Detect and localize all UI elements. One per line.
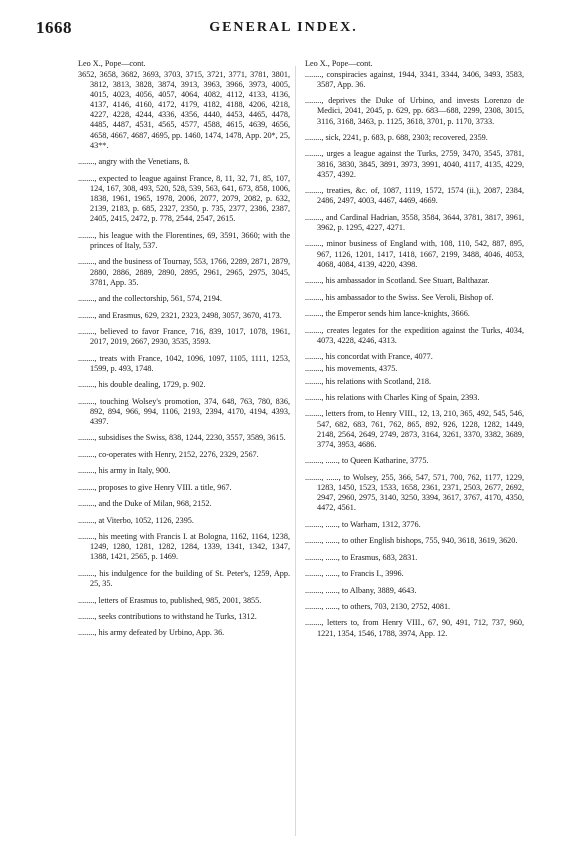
left-column (78, 59, 290, 645)
index-entry: ........, urges a league against the Turks, 2759, 3470, 3545, 3781, 3816, 3830, 3845, 3891, 3973, 3991, 4040, 4117, 4135, 4229, 4357, 4392. (305, 149, 524, 179)
index-entry: ........, at Viterbo, 1052, 1126, 2395. (78, 515, 194, 525)
index-entry: ........, sick, 2241, p. 683, p. 688, 2303; recovered, 2359. (305, 133, 488, 143)
index-entry: ........, ......, to Francis I., 3996. (305, 569, 404, 579)
index-entry: ........, treats with France, 1042, 1096, 1097, 1105, 1111, 1253, 1599, p. 493, 1748. (78, 353, 290, 373)
index-entry: ........, and the business of Tournay, 553, 1766, 2289, 2871, 2879, 2880, 2886, 2889, 2890, 2895, 2961, 2965, 2975, 3045, 3781, App. 35. (78, 257, 290, 287)
index-entry: ........, letters from, to Henry VIII., 12, 13, 210, 365, 492, 545, 546, 547, 682, 683, 761, 762, 865, 892, 926, 1228, 1282, 1449, 2148, 2564, 2649, 2749, 2873, 3164, 3261, 3370, 3382, 3689, 3774, 3953, 4686. (305, 409, 524, 449)
index-entry: ........, co-operates with Henry, 2152, 2276, 2329, 2567. (78, 449, 259, 459)
index-entry: ........, letters of Erasmus to, published, 985, 2001, 3855. (78, 595, 262, 605)
index-entry: ........, and Cardinal Hadrian, 3558, 3584, 3644, 3781, 3817, 3961, 3962, p. 1295, 4227, 4271. (305, 212, 524, 233)
index-entry: ........, ......, to Queen Katharine, 3775. (305, 456, 429, 466)
index-entry: ........, ......, to Wolsey, 255, 366, 547, 571, 700, 762, 1177, 1229, 1283, 1450, 1523, 1533, 1658, 2361, 2371, 2503, 2677, 2692, 2947, 2960, 2975, 3140, 3250, 3394, 3617, 3767, 4170, 4350, 4472, 4561. (305, 472, 524, 513)
index-entry: ........, ......, to Albany, 3889, 4643. (305, 585, 417, 595)
index-entry: ........, ......, to Warham, 1312, 3776. (305, 519, 421, 529)
index-entry: ........, and the collectorship, 561, 574, 2194. (78, 294, 222, 304)
page-header (0, 0, 567, 58)
index-entry: ........, and Erasmus, 629, 2321, 2323, 2498, 3057, 3670, 4173. (78, 310, 282, 320)
index-entry: ........, ......, to other English bishops, 755, 940, 3618, 3619, 3620. (305, 536, 518, 546)
right-column-heading: Leo X., Pope—cont. (305, 59, 373, 68)
running-title: GENERAL INDEX. (209, 20, 358, 35)
left-column-heading: Leo X., Pope—cont. (78, 59, 146, 68)
index-entry: ........, his meeting with Francis I. at Bologna, 1162, 1164, 1238, 1249, 1280, 1281, 1282, 1284, 1339, 1341, 1342, 1347, 1388, 1421, 2565, p. 1469. (78, 532, 290, 562)
index-entry: ........, deprives the Duke of Urbino, and invests Lorenzo de Medici, 2041, 2045, p. 629, pp. 683—688, 2299, 2308, 3015, 3116, 3168, 3463, p. 1125, 3618, 3701, p. 1170, 3733. (305, 96, 524, 126)
index-entry: ........, his army defeated by Urbino, App. 36. (78, 628, 225, 638)
index-entry: 3652, 3658, 3682, 3693, 3703, 3715, 3721, 3771, 3781, 3801, 3812, 3813, 3828, 3874, 3913, 3963, 3966, 3973, 4005, 4015, 4023, 4056, 4057, 4064, 4082, 4112, 4133, 4136, 4137, 4146, 4160, 4172, 4179, 4182, 4188, 4206, 4218, 4227, 4228, 4244, 4336, 4356, 4440, 4453, 4465, 4478, 4485, 4487, 4531, 4565, 4577, 4588, 4615, 4639, 4656, 4658, 4667, 4687, 4695, pp. 1460, 1474, 1478, App. 20*, 25, 43**. (78, 69, 290, 150)
index-entry: ........, creates legates for the expedition against the Turks, 4034, 4073, 4228, 4246, 4313. (305, 325, 524, 345)
index-entry: ........, his indulgence for the building of St. Peter's, 1259, App. 25, 35. (78, 568, 290, 589)
index-entry: ........, the Emperor sends him lance-knights, 3666. (305, 309, 470, 319)
index-entry: ........, his concordat with France, 4077. (305, 352, 433, 362)
index-entry: ........, ......, to others, 703, 2130, 2752, 4081. (305, 601, 451, 611)
index-entry: ........, believed to favor France, 716, 839, 1017, 1078, 1961, 2017, 2019, 2667, 2930, 3535, 3593. (78, 327, 290, 347)
index-entry: ........, treaties, &c. of, 1087, 1119, 1572, 1574 (ii.), 2087, 2384, 2486, 2497, 4003, 4467, 4469, 4669. (305, 186, 524, 206)
index-entry: ........, his ambassador to the Swiss. See Veroli, Bishop of. (305, 292, 494, 302)
index-entry: ........, touching Wolsey's promotion, 374, 648, 763, 780, 836, 892, 894, 966, 994, 1106, 2193, 2394, 4170, 4194, 4393, 4397. (78, 396, 290, 426)
index-entry: ........, subsidises the Swiss, 838, 1244, 2230, 3557, 3589, 3615. (78, 433, 286, 443)
column-divider (295, 66, 296, 836)
index-entry: ........, minor business of England with, 108, 110, 542, 887, 895, 967, 1126, 1201, 1417, 1418, 1667, 2199, 3488, 4046, 4053, 4068, 4084, 4139, 4220, 4398. (305, 239, 524, 269)
index-entry: ........, conspiracies against, 1944, 3341, 3344, 3406, 3493, 3583, 3587, App. 36. (305, 69, 524, 89)
index-entry: ........, his army in Italy, 900. (78, 466, 171, 476)
index-entry: ........, his relations with Scotland, 218. (305, 376, 431, 386)
index-entry: ........, angry with the Venetians, 8. (78, 157, 190, 167)
page-number: 1668 (36, 18, 72, 37)
index-entry: ........, his movements, 4375. (305, 364, 398, 374)
index-entry: ........, letters to, from Henry VIII., 67, 90, 491, 712, 737, 960, 1221, 1354, 1546, 1788, 3974, App. 12. (305, 618, 524, 638)
index-entry: ........, his relations with Charles King of Spain, 2393. (305, 392, 480, 402)
index-entry: ........, and the Duke of Milan, 968, 2152. (78, 499, 212, 509)
right-column (305, 59, 524, 645)
index-entry: ........, seeks contributions to withstand he Turks, 1312. (78, 612, 257, 621)
index-entry: ........, proposes to give Henry VIII. a title, 967. (78, 482, 232, 492)
index-entry: ........, his ambassador in Scotland. See Stuart, Balthazar. (305, 276, 490, 286)
index-entry: ........, his league with the Florentines, 69, 3591, 3660; with the princes of Italy, 537. (78, 230, 290, 250)
index-entry: ........, his double dealing, 1729, p. 902. (78, 380, 206, 390)
index-entry: ........, expected to league against France, 8, 11, 32, 71, 85, 107, 124, 167, 308, 493, 520, 528, 539, 563, 641, 673, 858, 1006, 1838, 1961, 1965, 1978, 2006, 2077, 2079, 2082, p. 632, 2139, 2183, p. 685, 2327, 2350, p. 735, 2377, 2386, 2387, 2405, 2415, 2472, p. 778, 2544, 2547, 2615. (78, 173, 290, 224)
index-entry: ........, ......, to Erasmus, 683, 2831. (305, 552, 418, 562)
